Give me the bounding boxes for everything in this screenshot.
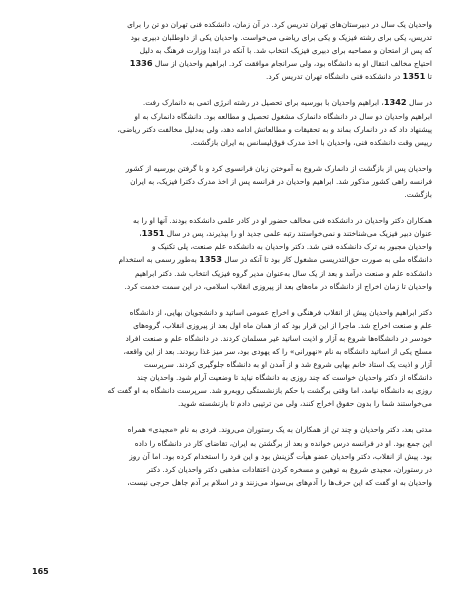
text-line: این جمع بود. او در فرانسه درس خوانده و بعد از برگشتن به ایران، تقاضای کار در دانشگاه را داده: [134, 438, 432, 448]
paragraph: [32, 18, 432, 83]
paragraph: [32, 162, 432, 201]
text-line: آزار و اذیت یک استاد خانم بهایی شروع شد و از آمدن او به دانشگاه جلوگیری کردند. سرپرست: [144, 360, 432, 370]
text-line: در رستوران، مجیدی شروع به توهین و مسخره کردن اعتقادات مذهبی دکتر واحدیان کرد. دکتر: [146, 464, 432, 474]
text-line: واحدیان به او گفت که این حرف‌ها را آدم‌های بی‌سواد می‌زنند و در اسلام بر آدم جاهل حرجی نیست،: [127, 477, 432, 487]
paragraph: [32, 306, 432, 411]
text-line: تدریس، یکی برای رشته فیزیک و یکی برای ریاضی می‌خواست. واحدیان یکی از داوطلبان دبیری بود: [130, 33, 432, 43]
text-line: در سال 1342، ابراهیم واحدیان با بورسیه برای تحصیل در رشته انرژی اتمی به دانمارک رفت.: [142, 97, 432, 108]
text-line: واحدیان پس از بازگشت از دانمارک شروع به آموختن زبان فرانسوی کرد و با گرفتن بورسیه از کشور: [125, 163, 432, 173]
text-line: ابراهیم واحدیان دو سال در دانشگاه دانمارک مشغول تحصیل و مطالعه بود. دانشگاه دانمارک به او: [134, 111, 432, 121]
text-line: واحدیان یک سال در دبیرستان‌های تهران تدریس کرد. در آن زمان، دانشکده فنی تهران دو تن را برای: [127, 20, 432, 29]
text-line: دانشکده علم و صنعت درآمد و بعد از یک سال به‌عنوان مدیر گروه فیزیک انتخاب شد. دکتر ابراهیم: [135, 268, 432, 278]
text-line: دانشگاه ملی به صورت حق‌التدریسی مشغول کار بود تا آنکه در سال 1353 به‌طور رسمی به استخدام: [118, 254, 432, 265]
text-line: عنوان دبیر فیزیک می‌شناختند و نمی‌خواستند رتبه علمی جدید او را بپذیرند، پس در سال 1351،: [139, 228, 432, 239]
year-number: 1351: [402, 71, 426, 82]
text-line: مسلح یکی از اساتید دانشگاه به نام «نهورانی» را که یهودی بود، سر میز غذا ربودند. بعد از این واقعه،: [123, 346, 432, 356]
text-line: رییس وقت دانشکده فنی، واحدیان با اخذ مدرک فوق‌لیسانس به ایران بازگشت.: [190, 137, 432, 147]
paragraph: [32, 214, 432, 293]
year-number: 1351: [141, 228, 165, 239]
text-line: پیشنهاد داد که در دانمارک بماند و به تحقیقات و مطالعاتش ادامه دهد، ولی به‌دلیل مخالفت دکتر ریاضی،: [117, 124, 432, 134]
text-line: دکتر ابراهیم واحدیان پیش از انقلاب فرهنگی و اخراج عمومی اساتید و دانشجویان بهایی، از دانشگاه: [129, 307, 432, 317]
text-line: واحدیان تا زمان اخراج از دانشگاه در ماه‌های بعد از پیروزی انقلاب اسلامی، در این سمت خدمت کرد.: [124, 281, 432, 291]
text-line: همکاران دکتر واحدیان در دانشکده فنی مخالف حضور او در کادر علمی دانشکده بودند. آنها او را به: [133, 216, 432, 226]
text-line: که پس از امتحان و مصاحبه برای دبیری فیزیک انتخاب شد. با آنکه در ابتدا وزارت فرهنگ به دلیل: [139, 46, 432, 56]
year-number: 1342: [383, 97, 407, 108]
paragraph: [32, 96, 432, 148]
text-line: واحدیان مجبور به ترک دانشکده فنی شد. دکتر واحدیان به دانشکده علم صنعت، پلی تکنیک و: [151, 242, 432, 252]
text-line: خودسر در دانشگاه‌ها شروع به آزار و اذیت اساتید غیر مسلمان کردند. در دانشگاه علم و صنعت افراد: [125, 333, 432, 343]
text-line: بود. پیش از انقلاب، دکتر واحدیان عضو هیأت گزینش بود و این فرد را استخدام کرده بود. اما آن روز: [129, 451, 432, 461]
text-line: روزی به دانشگاه نیامد، اما وقتی برگشت با حکم بازنشستگی روبه‌رو شد. سرپرست دانشگاه به او گفت که: [107, 386, 432, 396]
text-line: مدتی بعد، دکتر واحدیان و چند تن از همکاران به یک رستوران می‌روند. فردی به نام «مجیدی» همراه: [127, 425, 432, 435]
text-line: احتیاج مخالف انتقال او به دانشگاه بود، ولی سرانجام موافقت کرد. ابراهیم واحدیان از سال 1336: [129, 58, 432, 69]
year-number: 1336: [129, 58, 153, 69]
text-line: می‌خواستند شما را بدون حقوق اخراج کنند، ولی من ترتیبی دادم تا بازنشسته شوید.: [177, 399, 432, 409]
text-line: دانشگاه از دکتر واحدیان خواست که چند روزی به دانشگاه نیاید تا وضعیت آرام شود. واحدیان چند: [136, 373, 432, 383]
text-line: بازگشت.: [404, 190, 432, 200]
text-line: علم و صنعت اخراج شد. ماجرا از این قرار بود که از همان ماه اول بعد از پیروزی انقلاب، گروه‌های: [133, 320, 432, 330]
paragraph: [32, 423, 432, 488]
text-line: تا 1351 در دانشکده فنی دانشگاه تهران تدریس کرد.: [266, 71, 432, 82]
body-text: [32, 18, 432, 489]
year-number: 1353: [199, 254, 222, 265]
text-line: فرانسه راهی کشور مذکور شد. ابراهیم واحدیان در فرانسه پس از اخذ مدرک دکترا فیزیک، به ایران: [130, 176, 432, 186]
page-number: 165: [32, 567, 49, 576]
